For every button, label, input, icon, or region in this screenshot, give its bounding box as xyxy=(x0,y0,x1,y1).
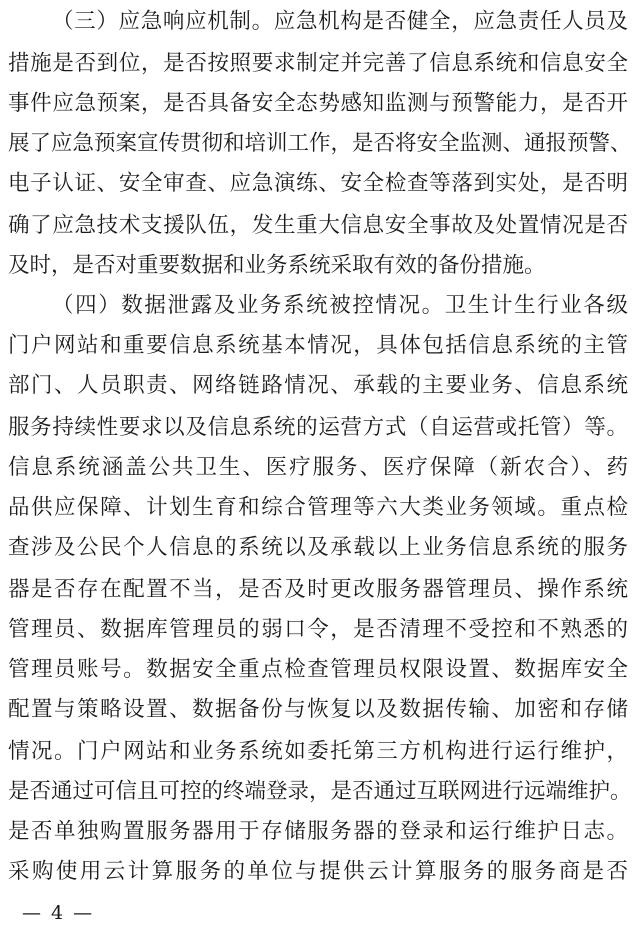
paragraph-2-line-14: 是否单独购置服务器用于存储服务器的登录和运行维护日志。 xyxy=(8,819,628,844)
paragraph-2-line-10: 管理员账号。数据安全重点检查管理员权限设置、数据库安全 xyxy=(8,657,628,682)
paragraph-1-line-4: 展了应急预案宣传贯彻和培训工作，是否将安全监测、通报预警、 xyxy=(8,131,632,156)
paragraph-2-line-7: 查涉及公民个人信息的系统以及承载以上业务信息系统的服务 xyxy=(8,535,628,560)
paragraph-2-line-11: 配置与策略设置、数据备份与恢复以及数据传输、加密和存储 xyxy=(8,697,628,722)
paragraph-1-line-5: 电子认证、安全审查、应急演练、安全检查等落到实处，是否明 xyxy=(8,171,628,196)
paragraph-2-line-15: 采购使用云计算服务的单位与提供云计算服务的服务商是否 xyxy=(8,859,628,884)
page-number: — 4 — xyxy=(22,902,95,924)
paragraph-2-line-5: 信息系统涵盖公共卫生、医疗服务、医疗保障（新农合）、药 xyxy=(8,455,628,480)
paragraph-2-line-8: 器是否存在配置不当，是否及时更改服务器管理员、操作系统 xyxy=(8,577,628,602)
paragraph-2-line-2: 门户网站和重要信息系统基本情况，具体包括信息系统的主管 xyxy=(8,333,628,358)
paragraph-1-line-7: 及时，是否对重要数据和业务系统采取有效的备份措施。 xyxy=(8,253,546,278)
paragraph-1-line-3: 事件应急预案，是否具备安全态势感知监测与预警能力，是否开 xyxy=(8,91,628,116)
paragraph-2-line-1: （四）数据泄露及业务系统被控情况。卫生计生行业各级 xyxy=(52,293,628,318)
paragraph-1-line-1: （三）应急响应机制。应急机构是否健全，应急责任人员及 xyxy=(52,9,628,34)
paragraph-2-line-6: 品供应保障、计划生育和综合管理等六大类业务领域。重点检 xyxy=(8,495,628,520)
paragraph-2-line-4: 服务持续性要求以及信息系统的运营方式（自运营或托管）等。 xyxy=(8,415,628,440)
paragraph-2-line-13: 是否通过可信且可控的终端登录，是否通过互联网进行远端维护。 xyxy=(8,779,632,804)
paragraph-2-line-9: 管理员、数据库管理员的弱口令，是否清理不受控和不熟悉的 xyxy=(8,617,628,642)
paragraph-1-line-6: 确了应急技术支援队伍，发生重大信息安全事故及处置情况是否 xyxy=(8,213,628,238)
paragraph-1-line-2: 措施是否到位，是否按照要求制定并完善了信息系统和信息安全 xyxy=(8,51,628,76)
paragraph-2-line-12: 情况。门户网站和业务系统如委托第三方机构进行运行维护， xyxy=(8,739,628,764)
paragraph-2-line-3: 部门、人员职责、网络链路情况、承载的主要业务、信息系统 xyxy=(8,373,628,398)
